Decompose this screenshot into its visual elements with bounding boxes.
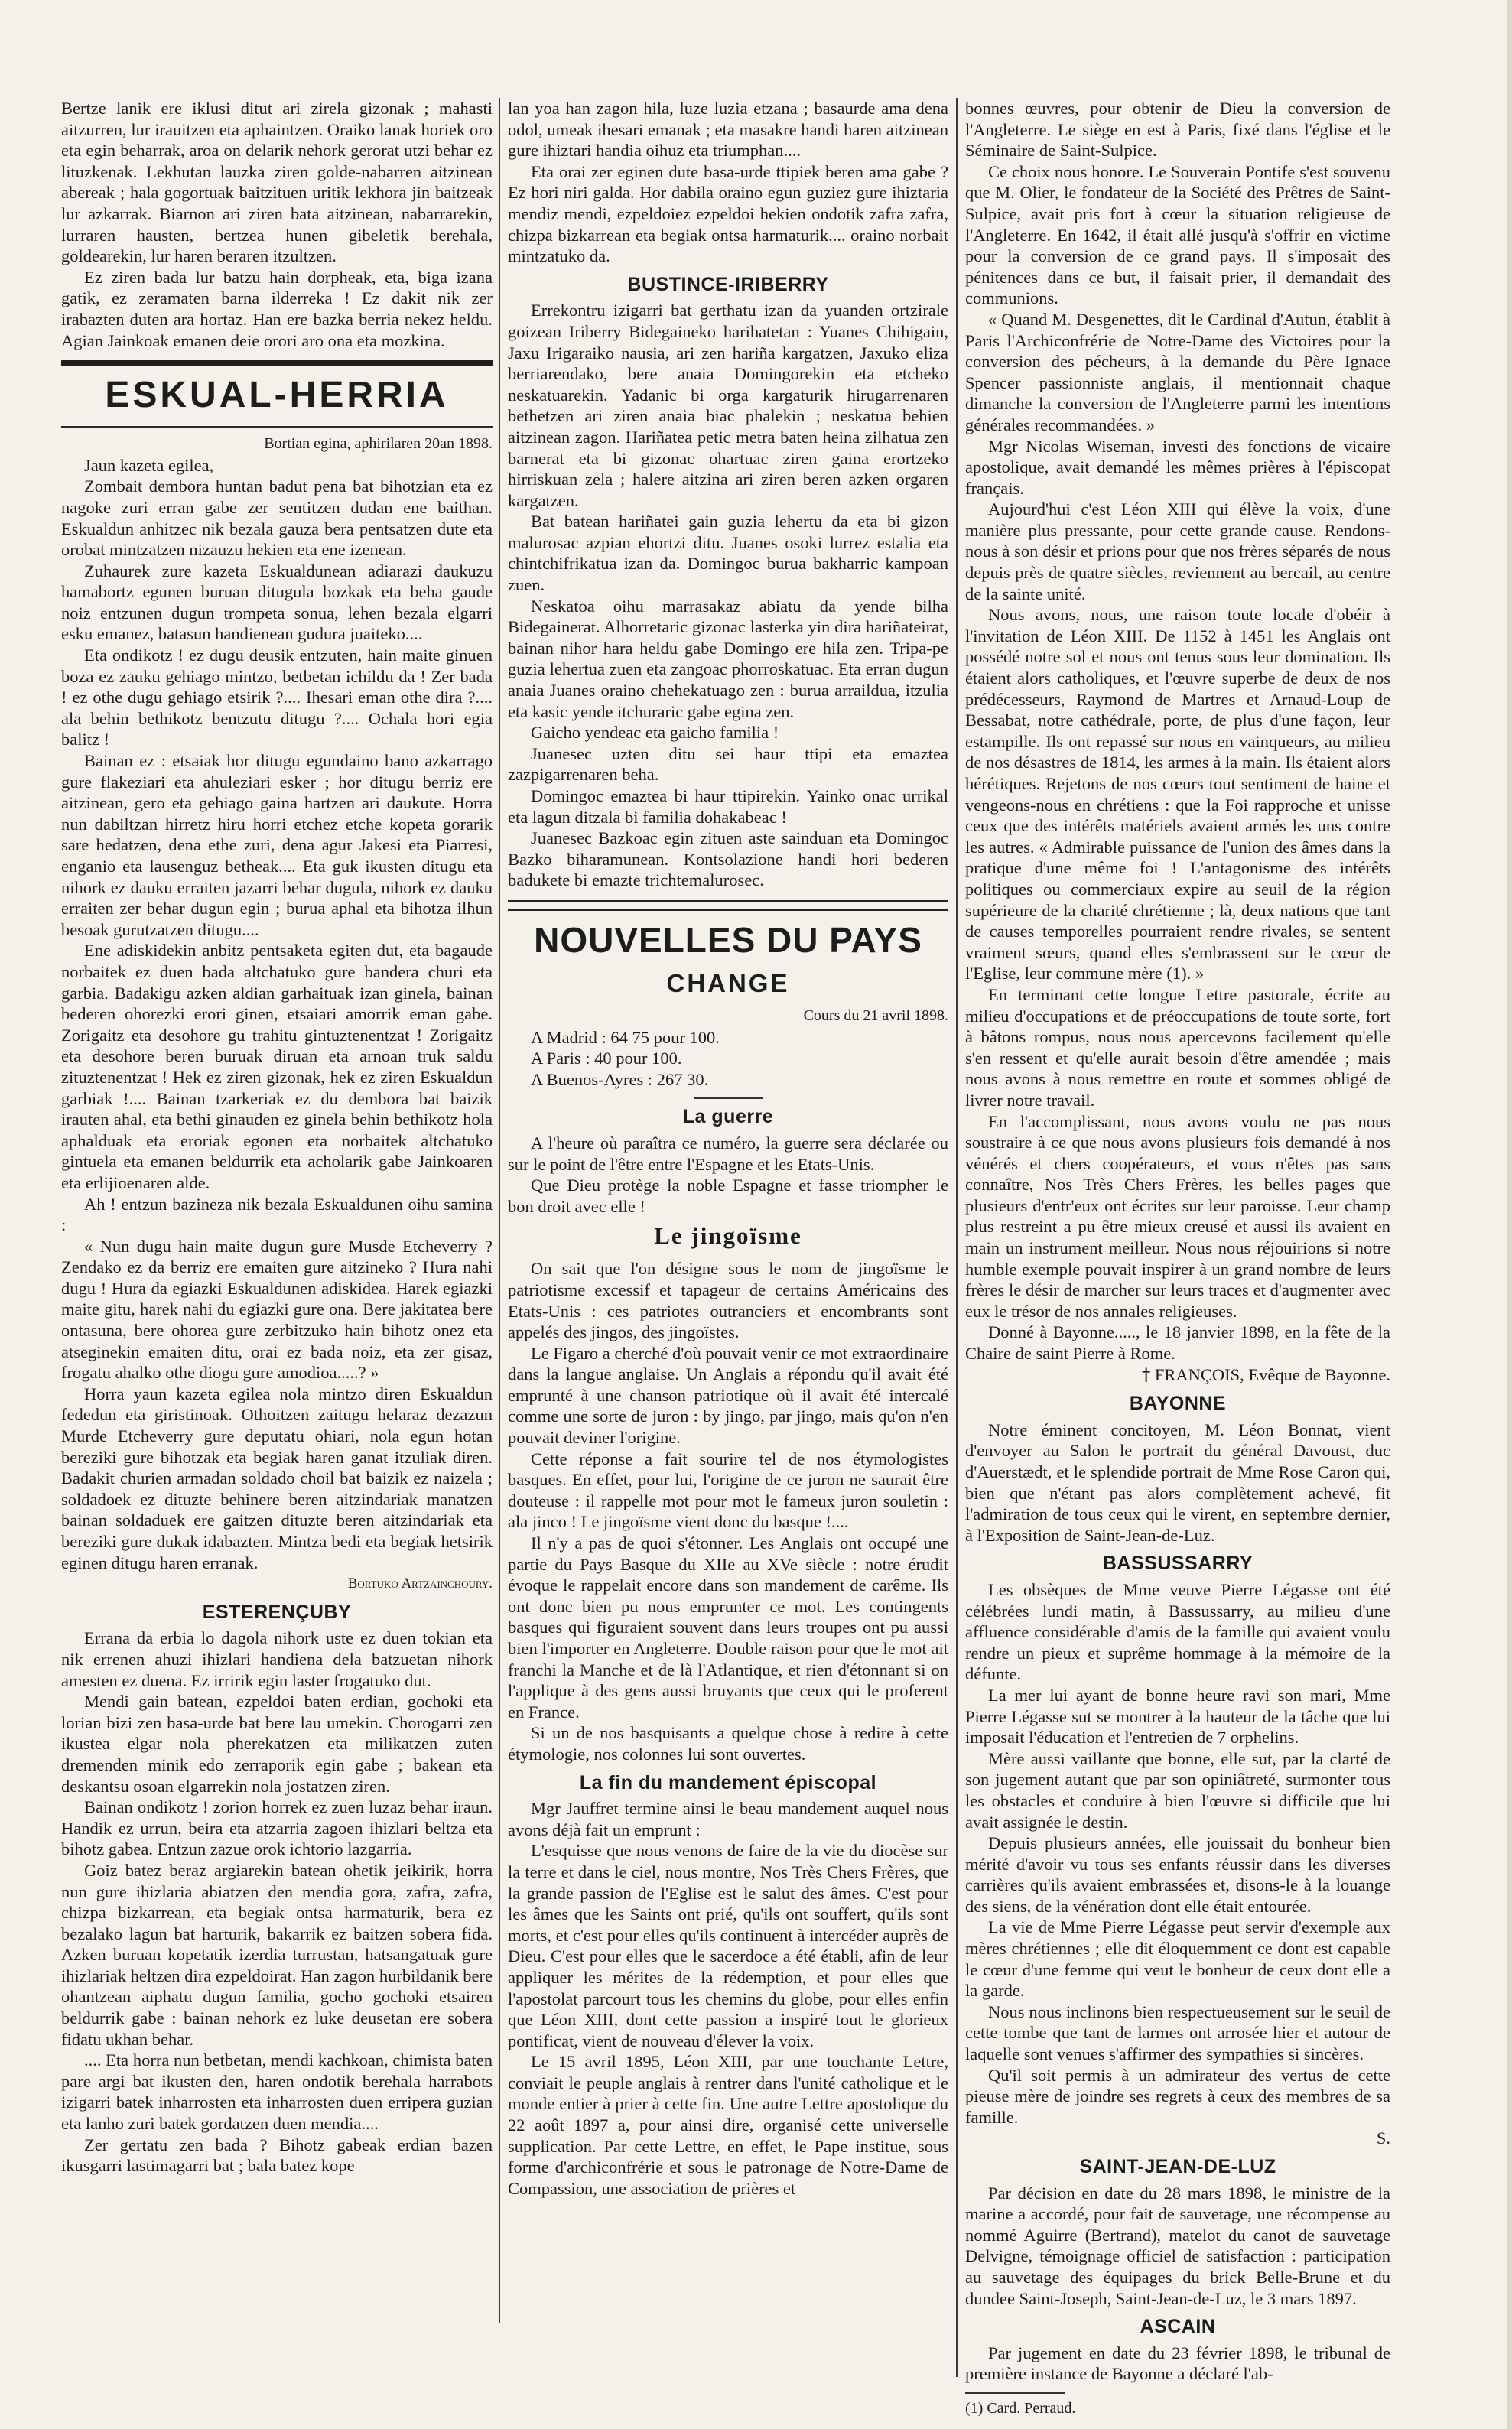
article-paragraph: Donné à Bayonne....., le 18 janvier 1898, en la fête de la Chaire de saint Pierre à Rome. [965,1322,1390,1364]
column-rule [956,98,958,2377]
author-signature: S. [1376,2128,1390,2148]
article-paragraph: bonnes œuvres, pour obtenir de Dieu la conversion de l'Angleterre. Le siège en est à Paris, fixé dans l'église et le Séminaire de Saint-Sulpice. [965,99,1390,161]
bishop-signature [965,1364,1390,1387]
article-paragraph: « Quand M. Desgenettes, dit le Cardinal d'Autun, établit à Paris l'Archiconfrérie de Notre-Dame des Victoires pour la conversion des pécheurs, à la demande du Père Ignace Spencer passionniste anglais, il mentionnait chaque dimanche la conversion de l'Angleterre parmi les intentions générales recommandées. » [965,309,1390,434]
article-paragraph: Ez ziren bada lur batzu hain dorpheak, eta, biga izana gatik, ez zeramaten barna ilderreka ! Ez dakit nik zer irabazten duten ara hortaz. Han ere bazka berria nekez heldu. Agian Jainkoak emanen deie orori aro ona eta mozkina. [61,267,493,350]
article-paragraph: La vie de Mme Pierre Légasse peut servir d'exemple aux mères chrétiennes ; elle dit éloquemment ce dont est capable le cœur d'une femme qui veut le bonheur de ceux dont elle a la garde. [965,1917,1390,2001]
article-paragraph: Mgr Jauffret termine ainsi le beau mandement auquel nous avons déjà fait un emprunt : [508,1799,948,1839]
article-paragraph: Zer gertatu zen bada ? Bihotz gabeak erdian bazen ikusgarri lastimagarri bat ; bala batez kope [61,2135,493,2176]
section-heading: BAYONNE [1129,1393,1227,1415]
article-paragraph: .... Eta horra nun betbetan, mendi kachkoan, chimista baten pare argi bat ikusten den, haren ondotik berehala harrabots izigarri batek inharrosten eta inharrosten duen erripera guzian eta lanho zuri batek gordatzen duen mendia.... [61,2050,493,2134]
author-signature: Bortuko Artzainchoury. [347,1575,493,1592]
article-paragraph: lan yoa han zagon hila, luze luzia etzana ; basaurde ama dena odol, umeak ihesari emanak ; eta masakre handi haren aitzinean gure ihiztari handia oihuz eta triumphan.... [508,99,948,161]
section-heading: ASCAIN [1140,2316,1216,2338]
cross-icon: † [1142,1364,1151,1385]
article-paragraph: Neskatoa oihu marrasakaz abiatu da yende bilha Bidegainerat. Alhorretaric gizonac lasterka yin dira hariñateirat, bainan nihor hara heldu gabe Domingo ere hila zen. Tripa-pe guzia lehertua zuen eta zangoac phorroskatuac. Eta erran dugun anaia Juanes oraino chehekatuago zen : burua arraildua, itzulia eta kasic yende itchuraric gabe egina zen. [508,596,948,721]
article-paragraph: Nous nous inclinons bien respectueusement sur le seuil de cette tombe que tant de larmes ont arrosée hier et autour de laquelle sont venues s'affirmer des sympathies si sincères. [965,2001,1390,2064]
column-2 [508,98,948,2199]
exchange-date: Cours du 21 avril 1898. [803,1006,948,1024]
column-rule [499,98,500,2323]
article-paragraph: Mgr Nicolas Wiseman, investi des fonctions de vicaire apostolique, avait demandé les mêmes prières à l'épiscopat français. [965,436,1390,498]
article-paragraph: « Nun dugu hain maite dugun gure Musde Etcheverry ? Zendako ez da berriz ere emaiten gure aitzineko ? Hura nahi dugu ! Hura da egiazki Eskualdunen adiskidea. Harek egiazki maite gitu, harek nahi du egiazki gure ona. Bere jakitatea bere ontasuna, bere ohorea gure zerbitzuko hain bihotz onez eta atseginekin emaiten ditu, orai ez bada noiz, eta zer gisaz, frogatu ahalko othe diogu gure amodioa.....? » [61,1236,493,1383]
footnote: (1) Card. Perraud. [965,2399,1076,2417]
dateline: Bortian egina, aphirilaren 20an 1898. [264,435,493,453]
article-paragraph: Aujourd'hui c'est Léon XIII qui élève la voix, d'une manière plus pressante, pour cette grande cause. Rendons-nous à son désir et prions pour que nos frères séparés de nous depuis près de quatre siècles, reviennent au bercail, au centre de la sainte unité. [965,499,1390,603]
column-3 [965,98,1390,2420]
article-paragraph: Domingoc emaztea bi haur ttipirekin. Yainko onac urrikal eta lagun ditzala bi familia dohakabeac ! [508,786,948,827]
article-paragraph: Horra yaun kazeta egilea nola mintzo diren Eskualdun fededun eta giristinoak. Othoitzen zaitugu helaraz dezazun Murde Etcheverry gure deputatu ohiari, nola egun hotan bereziki gure bihotzak eta begiak haren ganat itzuliak diren. Badakit churien armadan soldado choil bat baizik ez naizela ; soldadoek ez dituzte behinere beren aitzindariak manatzen bainan soldaduek ere gaitzen dituzte beren aitzindariak eta bereziki gure dukak idabazten. Mintza bedi eta begiak hetsirik eginen ditugu haren erranak. [61,1384,493,1572]
section-heading: SAINT-JEAN-DE-LUZ [1079,2156,1276,2177]
article-paragraph: Zuhaurek zure kazeta Eskualdunean adiarazi daukuzu hamabortz egunen buruan ditugula bozkak eta beha gaude noiz entzunen dugun trompeta sonua, lehen bezala elgarri esku emanez, batasun handienean gudura juaiteko.... [61,561,493,644]
article-paragraph: Par décision en date du 28 mars 1898, le ministre de la marine a accordé, pour fait de sauvetage, une récompense au nommé Aguirre (Bertrand), matelot du canot de sauvetage Delvigne, témoignage officiel de satisfaction : participation au sauvetage des équipages du brick Belle-Brune et du dundee Saint-Joseph, Saint-Jean-de-Luz, le 3 mars 1897. [965,2183,1390,2308]
article-paragraph: Mendi gain batean, ezpeldoi baten erdian, gochoki eta lorian bizi zen basa-urde bat bere lau umekin. Chorogarri zen ikustea elgar nola pherekatzen eta milikatzen zuten dremenden minik edo zerraporik egin gabe ; bakean eta deskantsu osoan elgarrekin nola jostatzen ziren. [61,1692,493,1796]
article-paragraph: La mer lui ayant de bonne heure ravi son mari, Mme Pierre Légasse sut se montrer à la hauteur de la tâche que lui imposait l'éducation et l'entretien de 7 orphelins. [965,1685,1390,1748]
section-heading: ESTERENÇUBY [202,1601,352,1623]
section-heading: BASSUSSARRY [1102,1553,1253,1575]
article-paragraph: Le 15 avril 1895, Léon XIII, par une touchante Lettre, conviait le peuple anglais à rentrer dans l'unité catholique et le monde entier à prier à cette fin. Une autre Lettre apostolique du 22 août 1897 a, pour ainsi dire, organisé cette universelle supplication. Par cette Lettre, en effet, le Pape institue, sous forme d'archiconfrérie et sous le patronage de Notre-Dame de Compassion, une association de prières et [508,2052,948,2198]
section-title: NOUVELLES DU PAYS [534,919,922,960]
article-paragraph: Les obsèques de Mme veuve Pierre Légasse ont été célébrées lundi matin, à Bassussarry, au milieu d'une affluence considérable d'amis de la famille qui avaient voulu rendre un pieux et suprême hommage à la mémoire de la défunte. [965,1579,1390,1684]
section-rule [61,360,493,366]
article-paragraph: On sait que l'on désigne sous le nom de jingoïsme le patriotisme excessif et tapageur de certains Américains des Etats-Unis : ces patriotes outranciers et encombrants sont appelés des jingos, des jingoïstes. [508,1259,948,1342]
article-paragraph: En terminant cette longue Lettre pastorale, écrite au milieu d'occupations et de préoccupations de toute sorte, fort à bâtons rompus, nous nous apercevons facilement qu'elle s'en ressent et qu'elle aurait besoin d'être amendée ; mais nous avons à nous remettre en route et sommes obligé de livrer notre travail. [965,984,1390,1110]
article-paragraph: En l'accomplissant, nous avons voulu ne pas nous soustraire à ce que nous avons plusieurs fois demandé à nos vénérés et chers coopérateurs, et vous n'êtes pas sans connaître, Nos Très Chers Frères, les belles pages que plusieurs d'entr'eux ont écrites sur leur paroisse. Leur champ plus restreint a pu être mieux creusé et aussi ils avaient en main un instrument meilleur. Nous nous réjouirions si notre humble exemple pouvait inspirer à un grand nombre de leurs frères le désir de marcher sur leurs traces et d'augmenter avec eux le trésor de nos annales religieuses. [965,1111,1390,1321]
article-heading: La guerre [682,1106,774,1128]
article-paragraph: Notre éminent concitoyen, M. Léon Bonnat, vient d'envoyer au Salon le portrait du général Davoust, duc d'Auerstædt, et le splendide portrait de Mme Rose Caron qui, bien que n'étant pas alors complètement achevé, fit l'admiration de tous ceux qui le virent, en septembre dernier, à l'Exposition de Saint-Jean-de-Luz. [965,1419,1390,1545]
article-paragraph: Ce choix nous honore. Le Souverain Pontife s'est souvenu que M. Olier, le fondateur de la Société des Prêtres de Saint-Sulpice, avait pris fort à cœur la situation religieuse de l'Angleterre. En 1642, il était allé jusqu'à s'offrir en victime pour la conversion de ce grand pays. Il s'imposait des pénitences dans ce but, il faisait prier, il demandait des communions. [965,161,1390,308]
article-paragraph: Zombait dembora huntan badut pena bat bihotzian eta ez nagoke zuri erran gabe zer sentitzen dudan ene baithan. Eskualdun anhitzec nik bezala gauza bera pentsatzen dute eta orobat mintzatzen nizauzu hekien eta ene izenean. [61,476,493,560]
article-heading: Le jingoïsme [654,1222,802,1250]
bishop-name: FRANÇOIS, Evêque de Bayonne. [1154,1364,1390,1384]
exchange-rate: A Paris : 40 pour 100. [531,1049,682,1068]
article-paragraph: Errekontru izigarri bat gerthatu izan da yuanden ortzirale goizean Iriberry Bidegaineko harihatetan : Yuanes Chihigain, Jaxu Irigaraiko nausia, ari zen hariña kargatzen, Jaxuko eliza berriarendako, bere anaia Domingorekin eta etcheko neskatuarekin. Yadanic bi orga kargaturik hirugarrenaren bethetzen ari ziren anaia biac phalekin ; neskatua behien aitzinean zagon. Hariñatea petic metra baten heina zilhatua zen barnerat eta bi gizonac ohartuac ziren gaina erortzeko hirriskuan zela ; halere aitzina ari ziren beren azken orgaren kargatzen. [508,301,948,510]
article-paragraph: Nous avons, nous, une raison toute locale d'obéir à l'invitation de Léon XIII. De 1152 à 1451 les Anglais ont possédé notre sol et nous ont tenus sous leur domination. Ils étaient alors catholiques, et l'œuvre superbe de deux de nos prédécesseurs, Raymond de Martres et Arnaud-Loup de Bessabat, notre cathédrale, porte, de plus d'une façon, leur estampille. Ils ont repassé sur nous en vainqueurs, au milieu de nos désastres de 1814, les armes à la main. Ils étaient alors hérétiques. Rejetons de nos cœurs tout sentiment de haine et vengeons-nous en chrétiens : que la Foi rapproche et unisse ceux que des intérêts matériels avaient armés les uns contre les autres. « Admirable puissance de l'union des âmes dans la pratique d'une même foi ! L'antagonisme des intérêts politiques ou commerciaux expire au seuil de la région supérieure de la charité chrétienne ; là, deux nations que tant de causes temporelles pourraient rendre rivales, se sentent vraiment sœurs, quand elles s'embrassent sur le cœur de l'Eglise, leur commune mère (1). » [965,605,1390,984]
article-paragraph: Cette réponse a fait sourire tel de nos étymologistes basques. En effet, pour lui, l'origine de ce juron ne saurait être douteuse : il rappelle mot pour mot le fameux juron souletin : ala jinco ! Le jingoïsme vient donc du basque !.... [508,1449,948,1532]
article-paragraph: Depuis plusieurs années, elle jouissait du bonheur bien mérité d'avoir vu tous ses enfants réussir dans les diverses carrières qu'ils avaient embrassées et, disons-le à la louange des siens, de la vénération dont elle était entourée. [965,1833,1390,1916]
article-paragraph: A l'heure où paraîtra ce numéro, la guerre sera déclarée ou sur le point de l'être entre l'Espagne et les Etats-Unis. [508,1133,948,1174]
exchange-rate: A Buenos-Ayres : 267 30. [531,1069,709,1089]
article-paragraph: Si un de nos basquisants a quelque chose à redire à cette étymologie, nos colonnes lui sont ouvertes. [508,1723,948,1764]
section-heading: CHANGE [666,968,790,997]
article-paragraph: Que Dieu protège la noble Espagne et fasse triompher le bon droit avec elle ! [508,1175,948,1216]
article-paragraph: Errana da erbia lo dagola nihork uste ez duen tokian eta nik errenen ahuzi ihizlari handiena dela batzuetan nihork amesten ez duena. Ez irririk egin laster frogatuko dut. [61,1628,493,1690]
section-title: ESKUAL-HERRIA [105,375,449,416]
article-paragraph: Bertze lanik ere iklusi ditut ari zirela gizonak ; mahasti aitzurren, lur irauitzen eta aphaintzen. Oraiko lanak horiek oro eta egin beharrak, aroa on delarik nehork gerorat utzi behar ez lituzkenak. Lekhutan lauzka ziren golde-nabarren aitzinean abereak ; hala gogortuak baitzituen uritik lekhora jin baitzeak lur azkarrak. Biarnon ari ziren bata aitzinean, nabarrarekin, lurraren hausten, bertzea hunen gibeletik berehala, goldearekin, lur haren beraren itzultzen. [61,99,493,266]
footnote-rule [965,2392,1065,2394]
exchange-rate: A Madrid : 64 75 pour 100. [531,1027,720,1047]
article-paragraph: Bainan ondikotz ! zorion horrek ez zuen luzaz behar iraun. Handik ez urrun, beira eta atzarria zagoen ihizlari beltza eta bihotz gabea. Entzun zazue orok ichtorio lazgarria. [61,1797,493,1859]
article-paragraph: Ene adiskidekin anbitz pentsaketa egiten dut, eta bagaude norbaitek ez duen bada altchatuko gure bandera churi eta garbia. Badakigu azken aldian garhaituak izan ginela, bainan bederen ohorezki erori ginen, etsaiari amorrik eman gabe. Zorigaitz eta desohore gu trahitu gintuztenentzat ! Zorigaitz eta desohore beren buruak diruan eta arnoan truk saldu zituztenentzat ! Hek ez ziren gizonak, hek ez ziren Eskualdun garbiak !.... Bainan tzarkeriak ez du dembora bat baizik irauten ahal, eta bethi ginauden ez ginela behin bethikotz hola aphalduak eta eroriak egonen eta norbaitek altchatuko gintuela eta emanen beldurrik eta acholarik gabe Jainkoaren eta erlijioenaren alde. [61,941,493,1192]
separator [694,1097,763,1099]
article-paragraph: Qu'il soit permis à un admirateur des vertus de cette pieuse mère de joindre ses regrets à ceux des membres de sa famille. [965,2065,1390,2127]
article-paragraph: Bat batean hariñatei gain guzia lehertu da eta bi gizon malurosac azpian ehortzi ditu. Juanes osoki lurrez estalia eta chintchifrikatua izan da. Domingoc burua bakharric kampoan zuen. [508,512,948,595]
article-paragraph: Il n'y a pas de quoi s'étonner. Les Anglais ont occupé une partie du Pays Basque du XIIe au XVe siècle : notre érudit évoque le rappelait encore dans son mandement de carême. Ils ont donc bien pu nous emprunter ce mot. Les contingents basques qui figuraient souvent dans leurs troupes ont pu aussi bien l'importer en Angleterre. Double raison pour que le mot ait franchi la Manche et de là l'Atlantique, et rien d'étonnant si on l'applique à des gens aussi bruyants que ceux qui le proferent en France. [508,1533,948,1722]
section-rule [508,900,948,911]
article-paragraph: Juanesec uzten ditu sei haur ttipi eta emaztea zazpigarrenaren beha. [508,743,948,785]
section-heading: BUSTINCE-IRIBERRY [627,273,829,295]
column-1 [61,98,493,2177]
article-paragraph: Le Figaro a cherché d'où pouvait venir ce mot extraordinaire dans la langue anglaise. Un Anglais a répondu qu'il avait été emprunté à une chanson patriotique où il avait été intercalé comme une sorte de juron : by jingo, par jingo, mais qu'on n'en pouvait deviner l'origine. [508,1343,948,1448]
article-paragraph: Juanesec Bazkoac egin zituen aste sainduan eta Domingoc Bazko biharamunean. Kontsolazione handi hori bederen badukete bi emazte trichtemalurosec. [508,828,948,890]
article-paragraph: Eta ondikotz ! ez dugu deusik entzuten, hain maite ginuen boza ez zauku gehiago mintzo, betbetan ichildu da ! Zer bada ! ez othe dugu gehiago etsirik ?.... Ihesari eman othe dira ?.... ala behin bethikotz bentzutu ditugu ?.... Ochala hori egia balitz ! [61,645,493,750]
article-paragraph: Par jugement en date du 23 février 1898, le tribunal de première instance de Bayonne a déclaré l'ab- [965,2343,1390,2384]
article-paragraph: Eta orai zer eginen dute basa-urde ttipiek beren ama gabe ? Ez hori niri galda. Hor dabila oraino egun guziez gure ihiztaria mendiz mendi, ezpeldoiez ezpeldoi hekien ondotik zafra zafra, chizpa bizkarrean eta begiak ontsa harmaturik.... oraino norbait mintzatuko da. [508,161,948,266]
article-paragraph: Mère aussi vaillante que bonne, elle sut, par la clarté de son jugement autant que par son opiniâtreté, surmonter tous les obstacles et conduire à bien l'œuvre si difficile que lui avait assignée le destin. [965,1748,1390,1832]
article-paragraph: Bainan ez : etsaiak hor ditugu egundaino bano azkarrago gure flakeziari eta ahuleziari esker ; hor ditugu berriz ere aitzinean, gero eta gehiago gaina hartzen ari daukute. Horra nun dabiltzan hirretz hiru horri etchez etche kopeta gorarik sare hedatzen, dena ethe zuri, dena agur Jakesi eta Piarresi, enganio eta lausenguz betheak.... Eta guk ikusten ditugu eta nihork ez dauku erraiten jazarri behar dugula, nihork ez dauku erraiten zer behar dugun egin ; burua aphal eta bihotza ilhun besoak gurutzatzen ditugu.... [61,751,493,939]
article-paragraph: Gaicho yendeac eta gaicho familia ! [531,723,779,743]
page-edge [1507,0,1512,2429]
article-paragraph: Goiz batez beraz argiarekin batean ohetik jeikirik, horra nun gure ihizlaria abiatzen den mendia gora, zafra, zafra, chizpa bizkarrean, eta begiak ontsa harmaturik, bera ez bezalako lagun bat harturik, bakarrik ez baitzen sobera fida. Azken buruan kopetatik izerdia turrustan, hatsangatuak gure ihizlariak heltzen dira ezpeldoirat. Han zagon hurbildanik bere ohantzean aiphatu dugun familia, gocho gochoki etsairen beldurrik gabe : bainan nehork ez luke deusetan ere sobera fidatu ukhan behar. [61,1860,493,2049]
article-heading: La fin du mandement épiscopal [579,1771,877,1793]
salutation: Jaun kazeta egilea, [84,455,214,475]
title-rule [61,426,493,428]
article-paragraph: Ah ! entzun bazineza nik bezala Eskualdunen oihu samina : [61,1194,493,1235]
article-paragraph: L'esquisse que nous venons de faire de la vie du diocèse sur la terre et dans le ciel, nous montre, Nos Très Chers Frères, que la grande passion de l'Eglise est le salut des âmes. C'est pour les âmes que les Saints ont prié, qu'ils ont souffert, qu'ils sont morts, et c'est pour elles qu'ils continuent à intercéder auprès de Dieu. C'est pour elles que le sacerdoce a été établi, afin de leur appliquer les mérites de la rédemption, et pour elles que l'apostolat parcourt tous les chemins du globe, pour elles enfin que Léon XIII, dont cette passion a inspiré tout le glorieux pontificat, vient de nouveau d'élever la voix. [508,1841,948,2050]
